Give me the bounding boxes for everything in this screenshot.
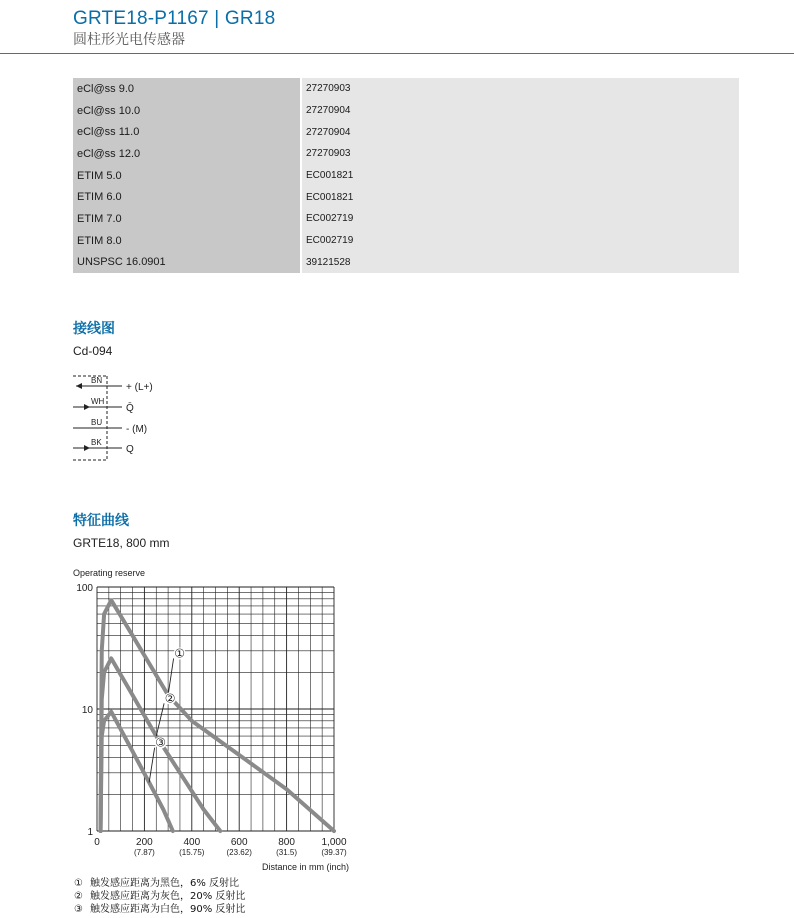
x-tick-sublabel: (31.5) bbox=[276, 848, 298, 857]
wire-bk-signal: Q bbox=[126, 444, 134, 455]
table-row bbox=[73, 208, 739, 230]
classification-value: 39121528 bbox=[301, 252, 739, 274]
x-tick-label: 1,000 bbox=[321, 837, 347, 848]
classification-key: ETIM 8.0 bbox=[73, 230, 301, 252]
table-row bbox=[73, 78, 739, 100]
classification-value: EC002719 bbox=[301, 230, 739, 252]
wire-bn-arrow bbox=[76, 383, 82, 389]
classification-value: 27270903 bbox=[301, 143, 739, 165]
x-tick-label: 0 bbox=[94, 837, 100, 848]
y-tick-label: 1 bbox=[87, 827, 93, 838]
series-1-leader bbox=[168, 658, 173, 695]
wire-wh-label: WH bbox=[91, 397, 105, 406]
x-tick-label: 600 bbox=[230, 837, 248, 848]
legend-item bbox=[74, 890, 245, 903]
table-row bbox=[73, 165, 739, 187]
classification-key: UNSPSC 16.0901 bbox=[73, 252, 301, 274]
classification-value: EC001821 bbox=[301, 186, 739, 208]
x-tick-label: 400 bbox=[183, 837, 201, 848]
series-3-line bbox=[101, 712, 173, 831]
chart-y-axis-label: Operating reserve bbox=[73, 568, 146, 578]
characteristic-subtitle: GRTE18, 800 mm bbox=[73, 536, 170, 550]
table-row bbox=[73, 186, 739, 208]
series-1-line bbox=[101, 600, 334, 831]
characteristic-section-title: 特征曲线 bbox=[73, 513, 129, 529]
classification-value: EC001821 bbox=[301, 165, 739, 187]
chart-legend bbox=[74, 877, 245, 916]
classification-key: ETIM 7.0 bbox=[73, 208, 301, 230]
classification-table bbox=[73, 78, 739, 273]
classification-value: 27270903 bbox=[301, 78, 739, 100]
legend-item bbox=[74, 877, 245, 890]
x-tick-sublabel: (7.87) bbox=[133, 848, 155, 857]
classification-key: ETIM 5.0 bbox=[73, 165, 301, 187]
series-3-leader bbox=[149, 748, 154, 783]
wiring-code: Cd-094 bbox=[73, 344, 113, 358]
classification-key: eCl@ss 11.0 bbox=[73, 121, 301, 143]
classification-key: eCl@ss 12.0 bbox=[73, 143, 301, 165]
y-tick-label: 10 bbox=[81, 705, 93, 716]
x-tick-label: 200 bbox=[136, 837, 153, 848]
chart-x-axis-label: Distance in mm (inch) bbox=[261, 862, 349, 872]
x-tick-label: 800 bbox=[278, 837, 295, 848]
wire-wh-arrow bbox=[84, 404, 90, 410]
product-subtitle: 圆柱形光电传感器 bbox=[73, 32, 185, 48]
wire-bk-label: BK bbox=[91, 438, 102, 447]
operating-reserve-chart bbox=[70, 565, 370, 877]
legend-marker: ③ bbox=[74, 904, 83, 915]
legend-text: 触发感应距离为黑色，6% 反射比 bbox=[90, 878, 240, 889]
classification-value: 27270904 bbox=[301, 100, 739, 122]
series-2-marker: ② bbox=[164, 691, 176, 706]
wire-bn-signal: + (L+) bbox=[126, 382, 153, 393]
legend-text: 触发感应距离为白色，90% 反射比 bbox=[90, 904, 246, 915]
table-row bbox=[73, 252, 739, 274]
wire-bu-label: BU bbox=[91, 418, 103, 427]
wire-bu-signal: - (M) bbox=[126, 424, 148, 435]
classification-value: EC002719 bbox=[301, 208, 739, 230]
classification-key: eCl@ss 9.0 bbox=[73, 78, 301, 100]
table-row bbox=[73, 230, 739, 252]
legend-text: 触发感应距离为灰色，20% 反射比 bbox=[90, 891, 246, 902]
series-3-marker: ③ bbox=[155, 735, 167, 750]
wire-bk-arrow bbox=[84, 445, 90, 451]
legend-marker: ② bbox=[74, 891, 83, 902]
classification-value: 27270904 bbox=[301, 121, 739, 143]
wire-wh-signal: Q̄ bbox=[126, 403, 134, 414]
table-row bbox=[73, 143, 739, 165]
table-row bbox=[73, 100, 739, 122]
table-row bbox=[73, 121, 739, 143]
classification-key: eCl@ss 10.0 bbox=[73, 100, 301, 122]
wiring-diagram bbox=[72, 372, 172, 464]
series-1-marker: ① bbox=[174, 646, 185, 661]
legend-item bbox=[74, 903, 245, 916]
legend-marker: ① bbox=[74, 878, 83, 889]
series-2-leader bbox=[156, 703, 164, 736]
y-tick-label: 100 bbox=[76, 583, 93, 594]
x-tick-sublabel: (39.37) bbox=[321, 848, 347, 857]
x-tick-sublabel: (15.75) bbox=[179, 848, 205, 857]
header-divider bbox=[0, 53, 794, 54]
wiring-section-title: 接线图 bbox=[73, 321, 115, 337]
product-title: GRTE18-P1167 | GR18 bbox=[73, 8, 276, 29]
x-tick-sublabel: (23.62) bbox=[226, 848, 252, 857]
wire-bn-label: BN bbox=[91, 376, 103, 385]
page-header bbox=[73, 8, 275, 49]
classification-key: ETIM 6.0 bbox=[73, 186, 301, 208]
